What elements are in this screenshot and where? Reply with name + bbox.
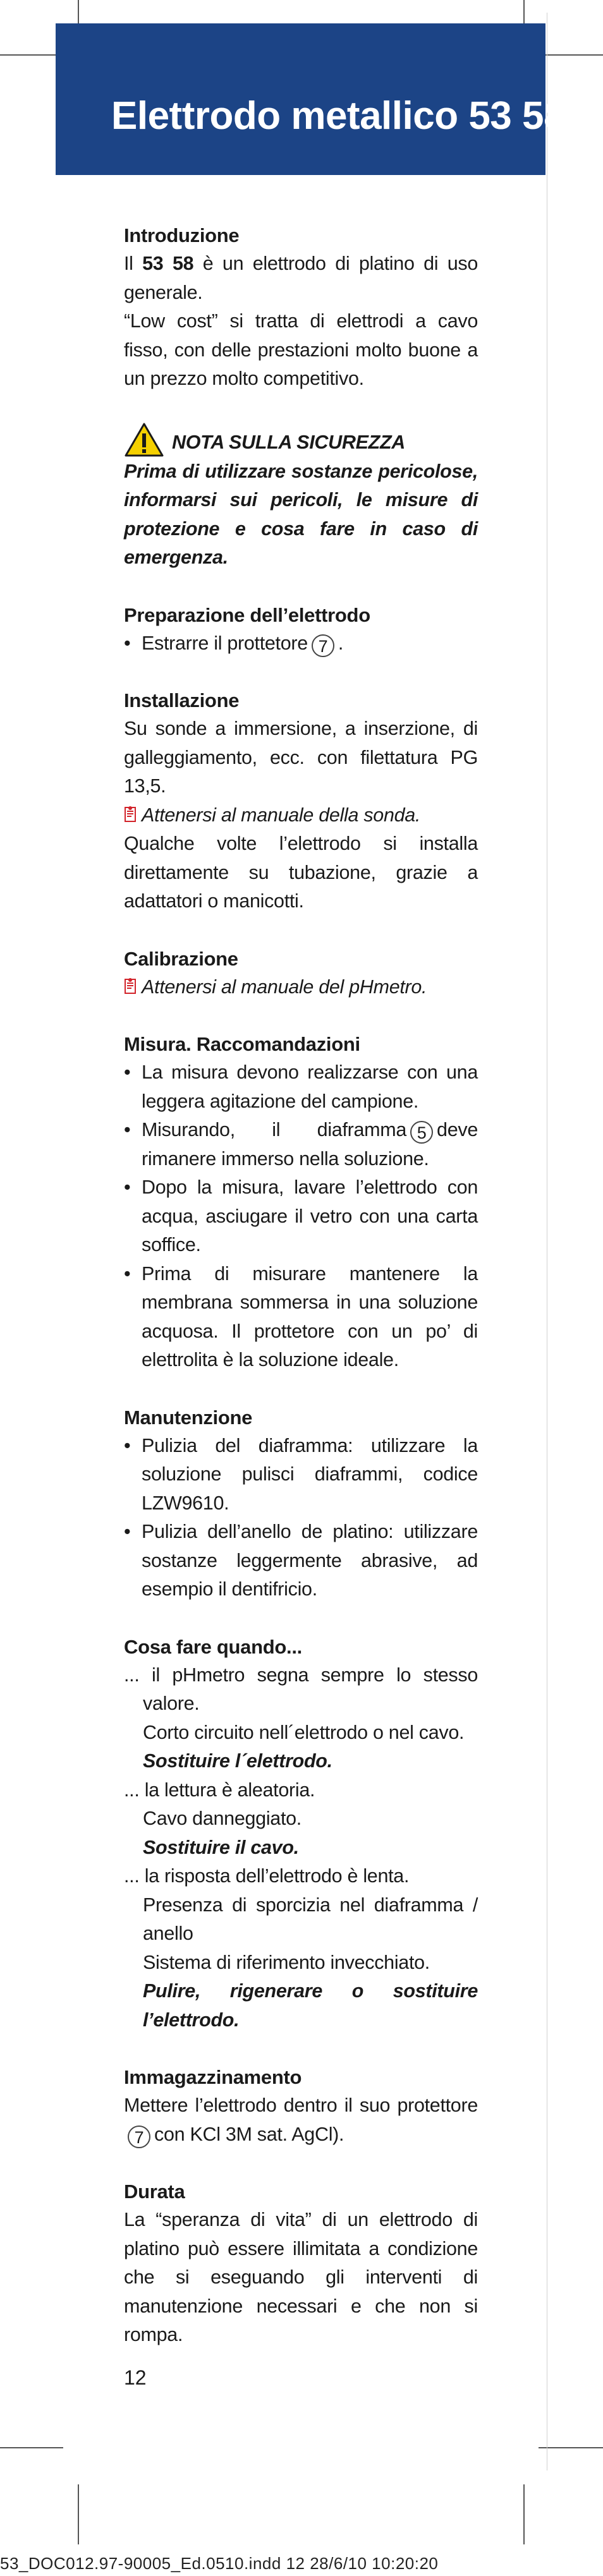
manual-reference [124, 801, 478, 830]
faq-symptom: ... la risposta dell’elettrodo è lenta. [124, 1865, 410, 1887]
section-heading: Calibrazione [124, 947, 238, 970]
text: è un elettrodo di platino di uso generale. [124, 253, 478, 303]
text: con KCl 3M sat. AgCl). [154, 2123, 344, 2145]
faq-remedy: Sostituire l´elettrodo. [143, 1750, 332, 1772]
manual-reference-icon [124, 977, 137, 995]
section-heading: Preparazione dell’elettrodo [124, 603, 370, 626]
faq-item [124, 1661, 478, 1776]
content-column [124, 221, 478, 2378]
print-slug: 53_DOC012.97-90005_Ed.0510.indd 12 28/6/10 10:20:20 [0, 2554, 439, 2573]
crop-mark [0, 2447, 63, 2448]
section-heading: Introduzione [124, 224, 240, 246]
text: Attenersi al manuale del pHmetro. [142, 976, 427, 998]
faq-item [124, 1776, 478, 1863]
list-item: • Pulizia del diaframma: utilizzare la soluzione pulisci diaframmi, codice LZW9610. [124, 1432, 478, 1518]
section-heading: Durata [124, 2180, 185, 2203]
intro-paragraph-1 [124, 250, 478, 307]
section-safety [124, 422, 478, 572]
text: Il [124, 253, 143, 274]
product-code: 53 58 [142, 253, 194, 274]
crop-mark [523, 2484, 525, 2544]
list-item: • La misura devono realizzarse con una leggera agitazione del campione. [124, 1058, 478, 1116]
faq-cause: Corto circuito nell´elettrodo o nel cavo. [143, 1721, 465, 1743]
faq-symptom: ... la lettura è aleatoria. [124, 1779, 315, 1801]
faq-remedy: Pulire, rigenerare o sostituire l’elettrodo. [143, 1980, 478, 2031]
callout-number: 5 [410, 1121, 433, 1144]
section-durata [124, 2177, 478, 2350]
list-item: • Dopo la misura, lavare l’elettrodo con acqua, asciugare il vetro con una carta soffice. [124, 1173, 478, 1260]
crop-mark [539, 2447, 603, 2448]
page-number: 12 [124, 2366, 147, 2389]
warning-triangle-icon [124, 422, 164, 457]
section-preparazione [124, 601, 478, 658]
section-heading: Manutenzione [124, 1406, 253, 1429]
faq-cause: Cavo danneggiato. [143, 1808, 302, 1829]
crop-mark [78, 2484, 79, 2544]
list-item: • Pulizia dell’anello de platino: utilizzare sostanze leggermente abrasive, ad esempio il dentifricio. [124, 1518, 478, 1604]
section-calibrazione [124, 945, 478, 1002]
section-installazione [124, 686, 478, 916]
installation-paragraph-1: Su sonde a immersione, a inserzione, di galleggiamento, ecc. con filettatura PG 13,5. [124, 718, 478, 797]
faq-cause: Presenza di sporcizia nel diaframma / anello [143, 1894, 478, 1944]
safety-text: Prima di utilizzare sostanze pericolose, informarsi sui pericoli, le misure di protezione e cosa fare in caso di emergenza. [124, 460, 478, 568]
faq-remedy: Sostituire il cavo. [143, 1836, 299, 1858]
manual-reference-icon [124, 806, 137, 823]
text: Mettere l’elettrodo dentro il suo protettore [124, 2095, 478, 2116]
faq-cause: Sistema di riferimento invecchiato. [143, 1951, 430, 1973]
storage-paragraph [124, 2091, 478, 2149]
text: Estrarre il prottetore [142, 632, 308, 654]
faq-symptom: ... il pHmetro segna sempre lo stesso valore. [124, 1664, 478, 1714]
safety-heading: NOTA SULLA SICUREZZA [172, 432, 406, 453]
bullet-list [124, 1432, 478, 1604]
list-item: • Prima di misurare mantenere la membrana sommersa in una soluzione acquosa. Il prottetore con un po’ di elettrolita è la soluzione ideale. [124, 1260, 478, 1375]
installation-paragraph-2: Qualche volte l’elettrodo si installa direttamente su tubazione, grazie a adattatori o manicotti. [124, 833, 478, 912]
text: Misurando, il diaframma [142, 1119, 407, 1140]
section-manutenzione [124, 1403, 478, 1604]
section-immagazzinamento [124, 2063, 478, 2149]
lifetime-paragraph: La “speranza di vita” di un elettrodo di platino può essere illimitata a condizione che si eseguando gli interventi di manutenzione necessari e che non si rompa. [124, 2209, 478, 2345]
section-misura [124, 1030, 478, 1375]
faq-item [124, 1862, 478, 2035]
crop-mark [0, 54, 63, 56]
text: Attenersi al manuale della sonda. [142, 804, 421, 826]
text: deve rimanere immerso nella soluzione. [142, 1119, 478, 1170]
bullet-list [124, 629, 478, 658]
safety-heading-row [124, 422, 478, 457]
section-heading: Cosa fare quando... [124, 1635, 302, 1658]
list-item [124, 1116, 478, 1173]
section-heading: Immagazzinamento [124, 2066, 302, 2088]
section-introduzione [124, 221, 478, 394]
callout-number: 7 [312, 634, 334, 657]
section-heading: Installazione [124, 689, 240, 711]
bullet-list [124, 1058, 478, 1375]
manual-reference [124, 973, 478, 1002]
page-title: Elettrodo metallico 53 58 [111, 94, 565, 138]
callout-number: 7 [128, 2126, 150, 2148]
list-item: • Estrarre il prottetore 7 . [124, 629, 478, 658]
crop-mark [539, 54, 603, 56]
intro-paragraph-2: “Low cost” si tratta di elettrodi a cavo fisso, con delle prestazioni molto buone a un prezzo molto competitivo. [124, 310, 478, 389]
section-troubleshooting [124, 1633, 478, 2035]
section-heading: Misura. Raccomandazioni [124, 1033, 360, 1055]
